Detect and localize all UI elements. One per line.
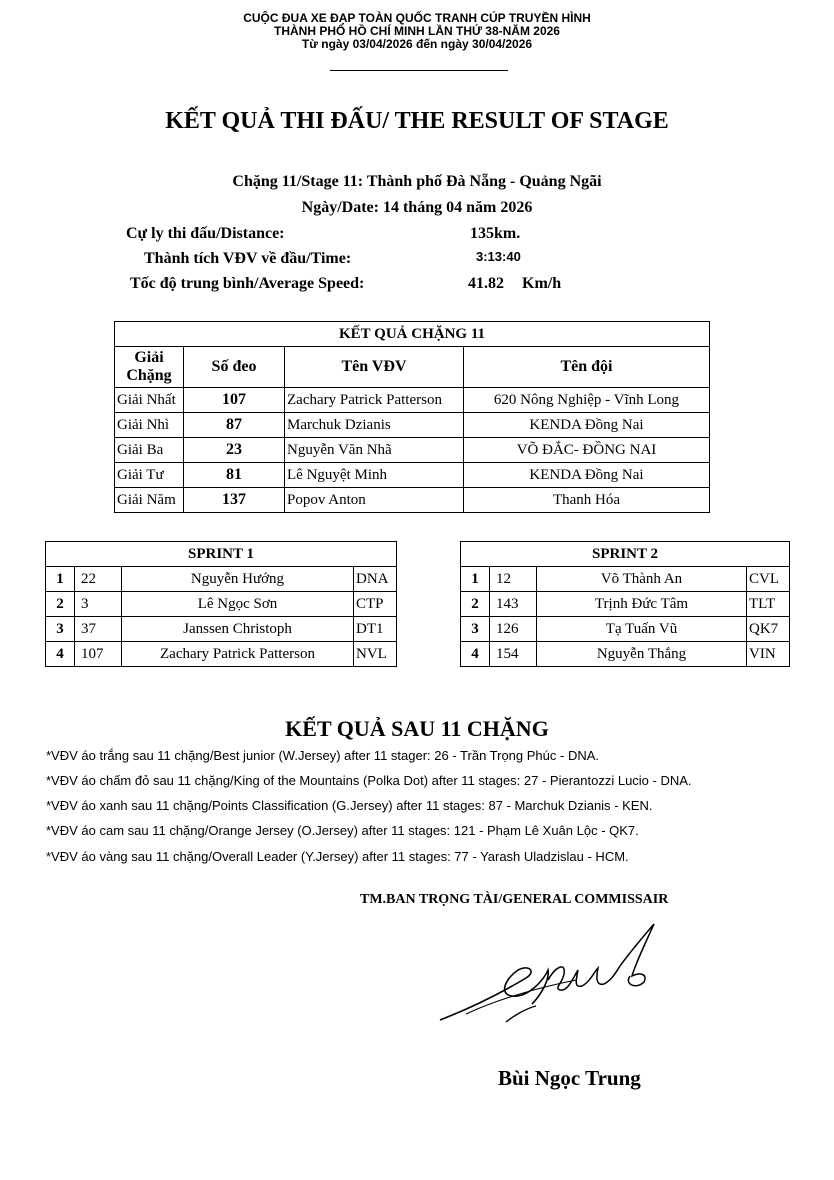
table-row bbox=[115, 463, 710, 488]
header-divider bbox=[330, 70, 508, 71]
overall-results-title: KẾT QUẢ SAU 11 CHẶNG bbox=[285, 716, 549, 741]
column-header-prize: Giải Chặng bbox=[115, 347, 184, 388]
team-code-cell: QK7 bbox=[747, 617, 790, 642]
rider-cell: Marchuk Dzianis bbox=[285, 413, 464, 438]
page-title: KẾT QUẢ THI ĐẤU/ THE RESULT OF STAGE bbox=[165, 108, 669, 134]
rider-cell: Janssen Christoph bbox=[122, 617, 354, 642]
table-caption: KẾT QUẢ CHẶNG 11 bbox=[115, 322, 710, 347]
table-row bbox=[115, 388, 710, 413]
speed-value: 41.82 bbox=[468, 275, 504, 292]
jersey-note-orange: *VĐV áo cam sau 11 chặng/Orange Jersey (O.Jersey) after 11 stages: 121 - Phạm Lê Xuân Lộc - QK7. bbox=[46, 823, 639, 838]
prize-cell: Giải Năm bbox=[115, 488, 184, 513]
table-header-row bbox=[115, 347, 710, 388]
column-header-bib: Số đeo bbox=[184, 347, 285, 388]
rider-cell: Nguyễn Văn Nhã bbox=[285, 438, 464, 463]
rank-cell: 4 bbox=[461, 642, 490, 667]
jersey-note-white: *VĐV áo trắng sau 11 chặng/Best junior (W.Jersey) after 11 stager: 26 - Trần Trọng Phúc - DNA. bbox=[46, 748, 600, 763]
table-row bbox=[46, 567, 397, 592]
team-code-cell: DT1 bbox=[354, 617, 397, 642]
table-row bbox=[46, 617, 397, 642]
rider-cell: Popov Anton bbox=[285, 488, 464, 513]
rider-cell: Trịnh Đức Tâm bbox=[537, 592, 747, 617]
rank-cell: 1 bbox=[46, 567, 75, 592]
prize-cell: Giải Nhì bbox=[115, 413, 184, 438]
rank-cell: 2 bbox=[461, 592, 490, 617]
column-header-team: Tên đội bbox=[464, 347, 710, 388]
rider-cell: Nguyễn Thắng bbox=[537, 642, 747, 667]
team-cell: 620 Nông Nghiệp - Vĩnh Long bbox=[464, 388, 710, 413]
rank-cell: 2 bbox=[46, 592, 75, 617]
bib-cell: 12 bbox=[490, 567, 537, 592]
bib-cell: 154 bbox=[490, 642, 537, 667]
team-cell: VÕ ĐẮC- ĐỒNG NAI bbox=[464, 438, 710, 463]
table-caption-row bbox=[115, 322, 710, 347]
prize-cell: Giải Tư bbox=[115, 463, 184, 488]
bib-cell: 37 bbox=[75, 617, 122, 642]
rider-cell: Tạ Tuấn Vũ bbox=[537, 617, 747, 642]
team-cell: Thanh Hóa bbox=[464, 488, 710, 513]
rider-cell: Lê Nguyệt Minh bbox=[285, 463, 464, 488]
column-header-rider: Tên VĐV bbox=[285, 347, 464, 388]
sprint2-table bbox=[460, 541, 790, 667]
team-code-cell: VIN bbox=[747, 642, 790, 667]
table-row bbox=[115, 488, 710, 513]
signature-image bbox=[436, 918, 666, 1030]
sprint2-caption: SPRINT 2 bbox=[461, 542, 790, 567]
sprint1-table bbox=[45, 541, 397, 667]
bib-cell: 126 bbox=[490, 617, 537, 642]
bib-cell: 107 bbox=[184, 388, 285, 413]
time-label: Thành tích VĐV về đầu/Time: bbox=[144, 250, 352, 267]
rider-cell: Zachary Patrick Patterson bbox=[122, 642, 354, 667]
rank-cell: 3 bbox=[46, 617, 75, 642]
rider-cell: Zachary Patrick Patterson bbox=[285, 388, 464, 413]
commissaire-name: Bùi Ngọc Trung bbox=[498, 1066, 641, 1090]
bib-cell: 143 bbox=[490, 592, 537, 617]
table-row bbox=[461, 642, 790, 667]
distance-label: Cự ly thi đấu/Distance: bbox=[126, 225, 285, 242]
team-cell: KENDA Đồng Nai bbox=[464, 463, 710, 488]
speed-label: Tốc độ trung bình/Average Speed: bbox=[130, 275, 365, 292]
team-code-cell: CVL bbox=[747, 567, 790, 592]
bib-cell: 3 bbox=[75, 592, 122, 617]
event-title-line2: THÀNH PHỐ HỒ CHÍ MINH LẦN THỨ 38-NĂM 2026 bbox=[274, 24, 560, 38]
jersey-note-yellow: *VĐV áo vàng sau 11 chặng/Overall Leader (Y.Jersey) after 11 stages: 77 - Yarash Uladzislau - HCM. bbox=[46, 849, 629, 864]
rank-cell: 1 bbox=[461, 567, 490, 592]
bib-cell: 22 bbox=[75, 567, 122, 592]
table-row bbox=[461, 617, 790, 642]
table-row bbox=[115, 438, 710, 463]
bib-cell: 107 bbox=[75, 642, 122, 667]
speed-unit: Km/h bbox=[522, 275, 562, 292]
table-row bbox=[461, 567, 790, 592]
jersey-note-green: *VĐV áo xanh sau 11 chặng/Points Classification (G.Jersey) after 11 stages: 87 - Marchuk Dzianis - KEN. bbox=[46, 798, 653, 813]
stage-result-table bbox=[114, 321, 710, 513]
prize-cell: Giải Nhất bbox=[115, 388, 184, 413]
rider-cell: Lê Ngọc Sơn bbox=[122, 592, 354, 617]
rank-cell: 3 bbox=[461, 617, 490, 642]
table-row bbox=[46, 642, 397, 667]
bib-cell: 23 bbox=[184, 438, 285, 463]
table-caption-row bbox=[461, 542, 790, 567]
table-row bbox=[115, 413, 710, 438]
team-cell: KENDA Đồng Nai bbox=[464, 413, 710, 438]
bib-cell: 137 bbox=[184, 488, 285, 513]
team-code-cell: TLT bbox=[747, 592, 790, 617]
event-title-line1: CUỘC ĐUA XE ĐẠP TOÀN QUỐC TRANH CÚP TRUYỀN HÌNH bbox=[243, 11, 591, 25]
team-code-cell: NVL bbox=[354, 642, 397, 667]
commissaire-title: TM.BAN TRỌNG TÀI/GENERAL COMMISSAIR bbox=[360, 892, 669, 907]
rank-cell: 4 bbox=[46, 642, 75, 667]
sprint1-caption: SPRINT 1 bbox=[46, 542, 397, 567]
table-row bbox=[461, 592, 790, 617]
rider-cell: Võ Thành An bbox=[537, 567, 747, 592]
stage-date: Ngày/Date: 14 tháng 04 năm 2026 bbox=[301, 199, 533, 216]
bib-cell: 87 bbox=[184, 413, 285, 438]
bib-cell: 81 bbox=[184, 463, 285, 488]
team-code-cell: DNA bbox=[354, 567, 397, 592]
time-value: 3:13:40 bbox=[476, 249, 521, 264]
table-row bbox=[46, 592, 397, 617]
stage-route: Chặng 11/Stage 11: Thành phố Đà Nẵng - Quảng Ngãi bbox=[232, 173, 602, 190]
distance-value: 135km. bbox=[470, 225, 521, 242]
jersey-note-polka-dot: *VĐV áo chấm đỏ sau 11 chặng/King of the Mountains (Polka Dot) after 11 stages: 27 - Pierantozzi Lucio - DNA. bbox=[46, 773, 692, 788]
prize-cell: Giải Ba bbox=[115, 438, 184, 463]
table-caption-row bbox=[46, 542, 397, 567]
rider-cell: Nguyễn Hướng bbox=[122, 567, 354, 592]
team-code-cell: CTP bbox=[354, 592, 397, 617]
event-dates: Từ ngày 03/04/2026 đến ngày 30/04/2026 bbox=[301, 37, 533, 51]
